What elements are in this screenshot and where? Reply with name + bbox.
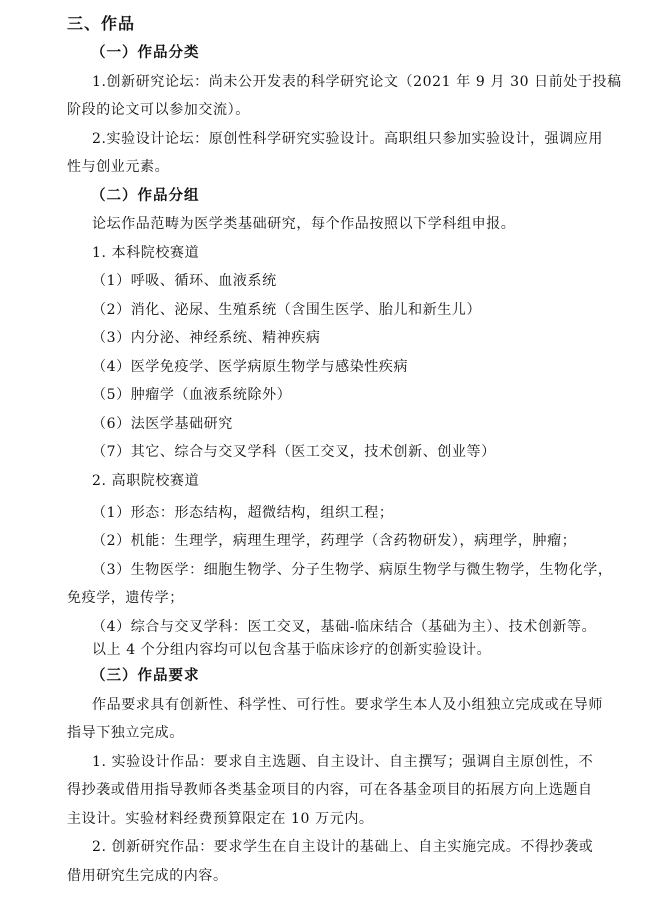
track-title: 2. 高职院校赛道 (92, 473, 200, 489)
paragraph-line: 1. 实验设计作品：要求自主选题、自主设计、自主撰写；强调自主原创性，不 (92, 754, 594, 770)
paragraph-line: 指导下独立完成。 (67, 725, 184, 741)
track-title: 1. 本科院校赛道 (92, 245, 200, 261)
list-item: （6）法医学基础研究 (92, 416, 233, 432)
paragraph-line: 1.创新研究论坛：尚未公开发表的科学研究论文（2021 年 9 月 30 日前处于投稿 (92, 74, 622, 90)
list-item: （2）消化、泌尿、生殖系统（含围生医学、胎儿和新生儿） (92, 302, 482, 318)
paragraph-line: 得抄袭或借用指导教师各类基金项目的内容，可在各基金项目的拓展方向上选题自 (67, 782, 593, 798)
list-item: （4）医学免疫学、医学病原生物学与感染性疾病 (92, 359, 409, 375)
list-item: （3）生物医学：细胞生物学、分子生物学、病原生物学与微生物学，生物化学， (92, 562, 613, 578)
paragraph-line: 作品要求具有创新性、科学性、可行性。要求学生本人及小组独立完成或在导师 (92, 697, 603, 713)
note-text: 以上 4 个分组内容均可以包含基于临床诊疗的创新实验设计。 (92, 642, 492, 658)
section-title: 三、作品 (67, 14, 136, 33)
subsection-heading-grouping: （二）作品分组 (91, 188, 200, 204)
list-item: （3）内分泌、神经系统、精神疾病 (92, 330, 321, 346)
paragraph-line: 主设计。实验材料经费预算限定在 10 万元内。 (67, 811, 374, 827)
paragraph-line: 阶段的论文可以参加交流）。 (67, 102, 250, 118)
list-item: （1）呼吸、循环、血液系统 (92, 273, 277, 289)
paragraph-line: 2. 创新研究作品：要求学生在自主设计的基础上、自主实施完成。不得抄袭或 (92, 839, 594, 855)
list-item: （7）其它、综合与交叉学科（医工交叉，技术创新、创业等） (92, 444, 496, 460)
subsection-heading-requirements: （三）作品要求 (91, 668, 200, 684)
list-item: （2）机能：生理学，病理生理学，药理学（含药物研发），病理学，肿瘤； (92, 533, 577, 549)
list-item: （1）形态：形态结构，超微结构，组织工程； (92, 505, 394, 521)
paragraph-line: 性与创业元素。 (67, 159, 170, 175)
subsection-heading-classification: （一）作品分类 (91, 45, 200, 61)
list-item: （5）肿瘤学（血液系统除外） (92, 387, 292, 403)
list-item-continuation: 免疫学，遗传学； (67, 590, 184, 606)
list-item: （4）综合与交叉学科：医工交叉，基础-临床结合（基础为主）、技术创新等。 (92, 619, 597, 635)
paragraph-line: 借用研究生完成的内容。 (67, 868, 228, 884)
paragraph-line: 2.实验设计论坛：原创性科学研究实验设计。高职组只参加实验设计，强调应用 (92, 131, 603, 147)
paragraph-line: 论坛作品范畴为医学类基础研究，每个作品按照以下学科组申报。 (92, 216, 516, 232)
